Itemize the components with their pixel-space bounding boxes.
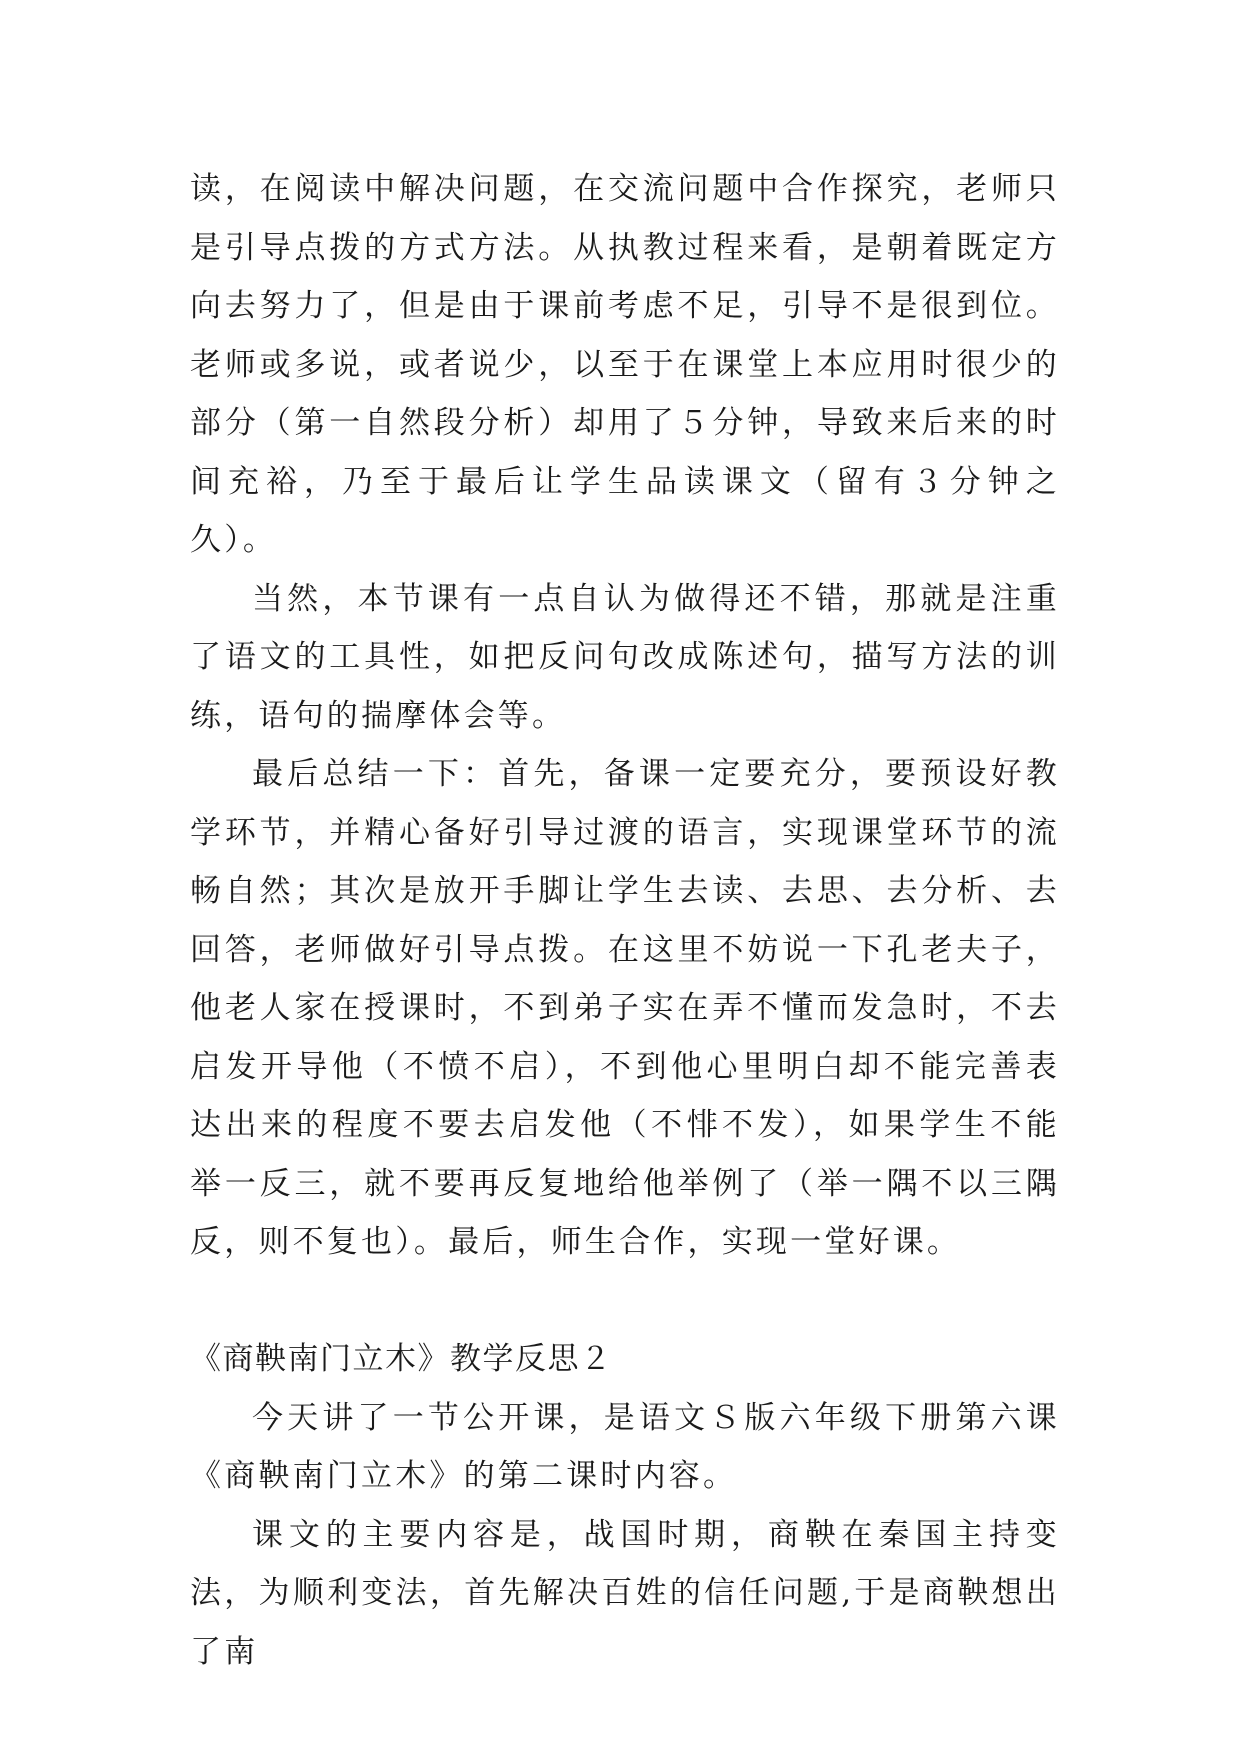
section-spacer <box>190 1272 1060 1331</box>
paragraph-open-class: 今天讲了一节公开课，是语文Ｓ版六年级下册第六课《商鞅南门立木》的第二课时内容。 <box>190 1399 1060 1494</box>
document-body <box>190 160 1060 1681</box>
paragraph-tool-nature: 当然，本节课有一点自认为做得还不错，那就是注重了语文的工具性，如把反问句改成陈述句，描写方法的训练，语句的揣摩体会等。 <box>190 580 1060 734</box>
section-title: 《商鞅南门立木》教学反思２ <box>190 1341 613 1377</box>
paragraph-main-content: 课文的主要内容是，战国时期，商鞅在秦国主持变法，为顺利变法，首先解决百姓的信任问题,于是商鞅想出了南 <box>190 1516 1060 1670</box>
paragraph-continued: 读，在阅读中解决问题，在交流问题中合作探究，老师只是引导点拨的方式方法。从执教过程来看，是朝着既定方向去努力了，但是由于课前考虑不足，引导不是很到位。老师或多说，或者说少，以至于在课堂上本应用时很少的部分（第一自然段分析）却用了５分钟，导致来后来的时间充裕，乃至于最后让学生品读课文（留有３分钟之久）。 <box>190 171 1060 558</box>
paragraph-summary: 最后总结一下：首先，备课一定要充分，要预设好教学环节，并精心备好引导过渡的语言，实现课堂环节的流畅自然；其次是放开手脚让学生去读、去思、去分析、去回答，老师做好引导点拨。在这里不妨说一下孔老夫子，他老人家在授课时，不到弟子实在弄不懂而发急时，不去启发开导他（不愤不启），不到他心里明白却不能完善表达出来的程度不要去启发他（不悱不发），如果学生不能举一反三，就不要再反复地给他举例了（举一隅不以三隅反，则不复也）。最后，师生合作，实现一堂好课。 <box>190 756 1060 1260</box>
